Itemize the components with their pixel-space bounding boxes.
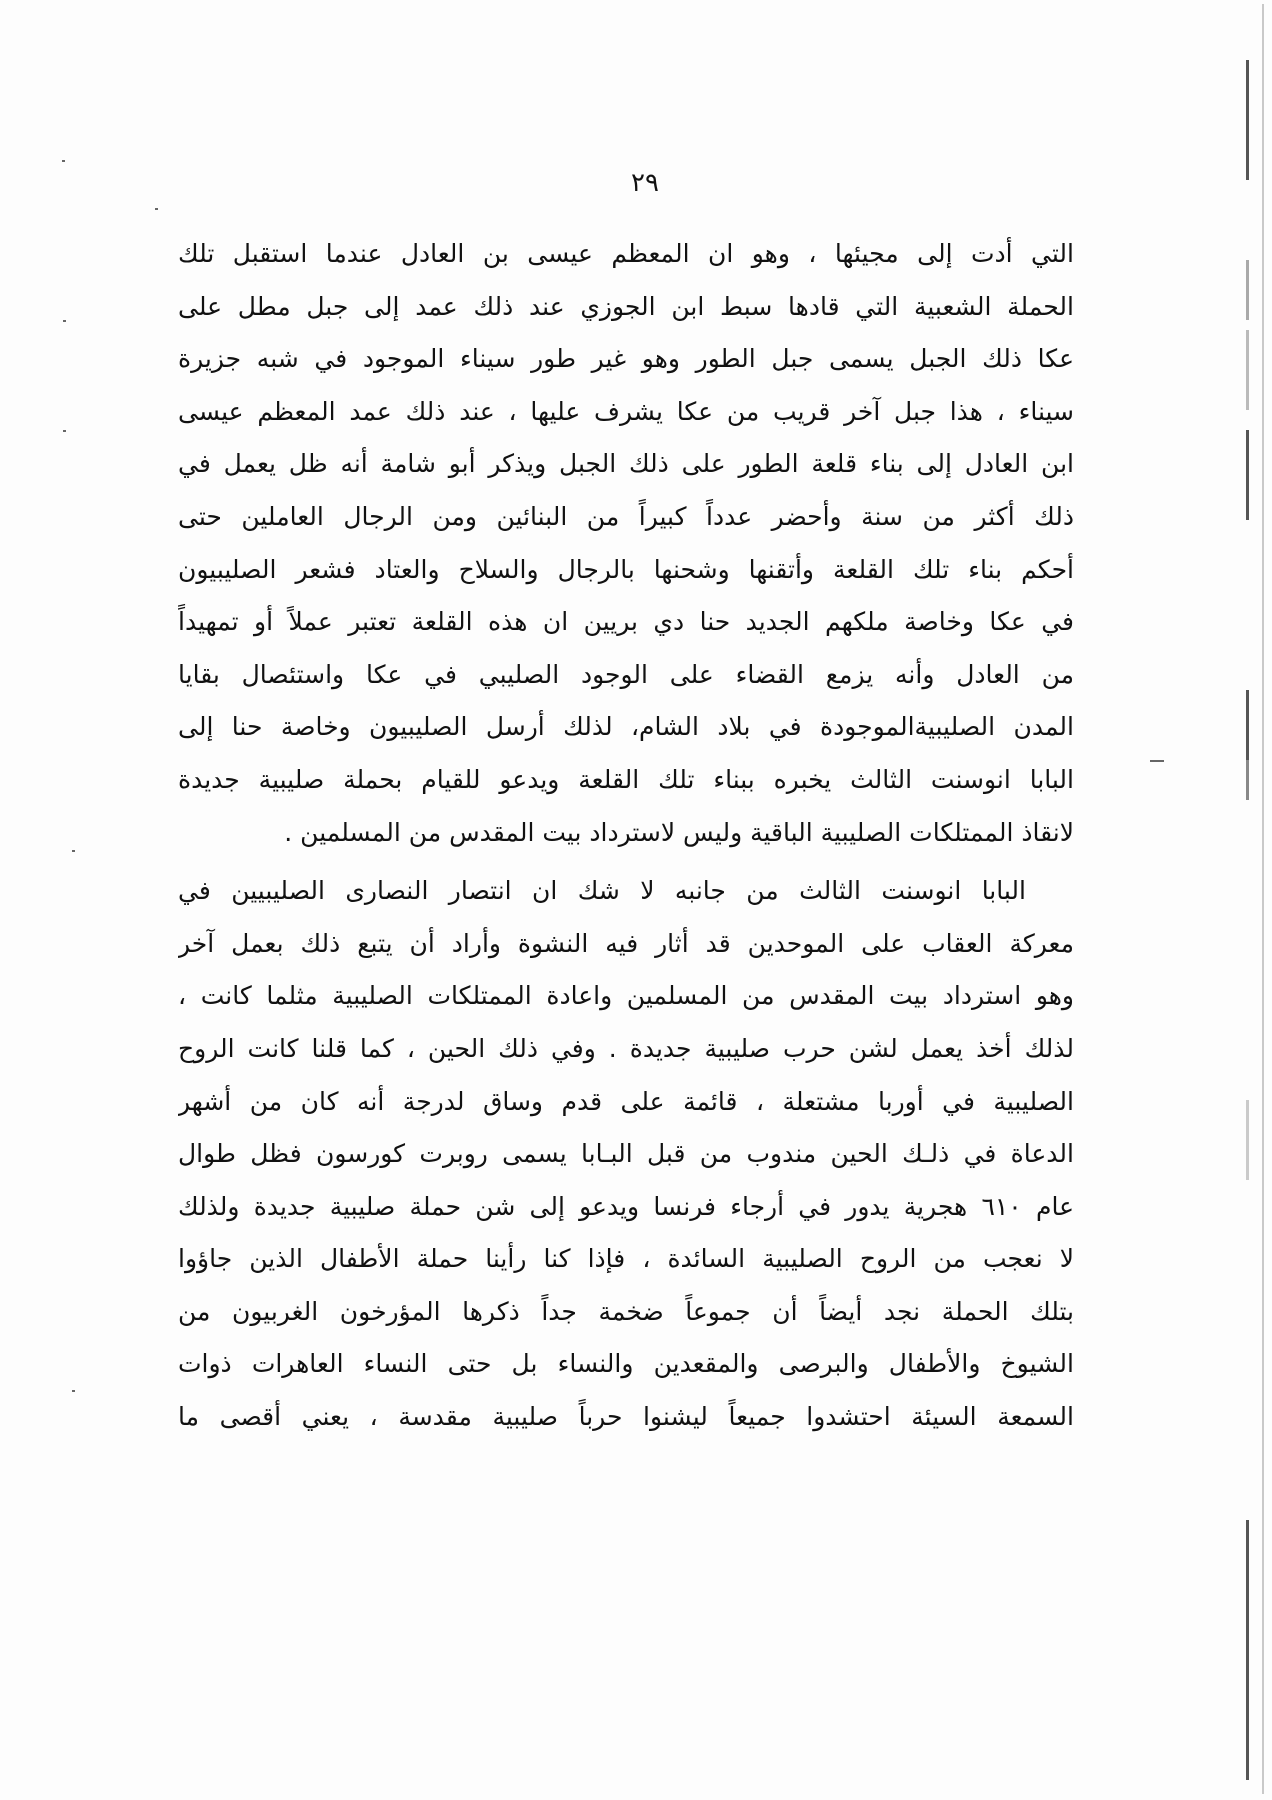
body-text <box>178 228 1074 1444</box>
scan-edge-mark <box>1246 60 1249 180</box>
scan-edge-mark <box>1246 330 1249 410</box>
text-line: الشيوخ والأطفال والبرصى والمقعدين والنساء بل حتى النساء العاهرات ذوات <box>178 1349 1074 1379</box>
scan-edge-mark <box>1246 1100 1249 1180</box>
text-line: الصليبية في أوربا مشتعلة ، قائمة على قدم وساق لدرجة أنه كان من أشهر <box>178 1086 1074 1116</box>
text-line: من العادل وأنه يزمع القضاء على الوجود الصليبي في عكا واستئصال بقايا <box>178 659 1074 689</box>
speck <box>62 160 65 162</box>
text-line: أحكم بناء تلك القلعة وأتقنها وشحنها بالرجال والسلاح والعتاد فشعر الصليبيون <box>178 554 1074 584</box>
scan-edge-mark <box>1246 1520 1249 1780</box>
speck <box>1150 760 1164 762</box>
speck <box>155 208 158 210</box>
scan-edge-mark <box>1246 430 1249 520</box>
text-line: وهو استرداد بيت المقدس من المسلمين واعادة الممتلكات الصليبية مثلما كانت ، <box>178 981 1074 1011</box>
text-line: ابن العادل إلى بناء قلعة الطور على ذلك الجبل ويذكر أبو شامة أنه ظل يعمل في <box>178 449 1074 479</box>
scan-edge-mark <box>1246 260 1249 320</box>
text-line: بتلك الحملة نجد أيضاً أن جموعاً ضخمة جداً ذكرها المؤرخون الغربيون من <box>178 1296 1074 1326</box>
page-number: ٢٩ <box>631 168 659 198</box>
text-line: عكا ذلك الجبل يسمى جبل الطور وهو غير طور سيناء الموجود في شبه جزيرة <box>178 344 1074 374</box>
speck <box>72 1390 75 1392</box>
text-line: الحملة الشعبية التي قادها سبط ابن الجوزي عند ذلك عمد إلى جبل مطل على <box>178 291 1074 321</box>
text-line: الدعاة في ذلـك الحين مندوب من قبل البـابا يسمى روبرت كورسون فظل طوال <box>178 1139 1074 1169</box>
scan-edge-line <box>1262 4 1264 1794</box>
speck <box>63 430 66 432</box>
text-line: البابا انوسنت الثالث من جانبه لا شك ان انتصار النصارى الصليبيين في <box>178 876 1026 906</box>
text-line: لانقاذ الممتلكات الصليبية الباقية وليس لاسترداد بيت المقدس من المسلمين . <box>284 817 1074 847</box>
speck <box>63 320 66 322</box>
text-line: لذلك أخذ يعمل لشن حرب صليبية جديدة . وفي ذلك الحين ، كما قلنا كانت الروح <box>178 1033 1074 1063</box>
text-line: المدن الصليبيةالموجودة في بلاد الشام، لذلك أرسل الصليبيون وخاصة حنا إلى <box>178 712 1074 742</box>
scan-edge-mark <box>1246 740 1249 800</box>
text-line: السمعة السيئة احتشدوا جميعاً ليشنوا حرباً صليبية مقدسة ، يعني أقصى ما <box>178 1402 1074 1432</box>
speck <box>72 850 75 852</box>
text-line: التي أدت إلى مجيئها ، وهو ان المعظم عيسى بن العادل عندما استقبل تلك <box>178 239 1074 268</box>
text-line: سيناء ، هذا جبل آخر قريب من عكا يشرف عليها ، عند ذلك عمد المعظم عيسى <box>178 396 1074 426</box>
text-line: في عكا وخاصة ملكهم الجديد حنا دي بريين ان هذه القلعة تعتبر عملاً أو تمهيداً <box>178 607 1074 637</box>
text-line: معركة العقاب على الموحدين قد أثار فيه النشوة وأراد أن يتبع ذلك بعمل آخر <box>178 928 1074 958</box>
text-line: ذلك أكثر من سنة وأحضر عدداً كبيراً من البنائين ومن الرجال العاملين حتى <box>178 501 1074 531</box>
text-line: لا نعجب من الروح الصليبية السائدة ، فإذا كنا رأينا حملة الأطفال الذين جاؤوا <box>178 1244 1074 1274</box>
text-line: عام ٦١٠ هجرية يدور في أرجاء فرنسا ويدعو إلى شن حملة صليبية جديدة ولذلك <box>178 1191 1074 1221</box>
text-line: البابا انوسنت الثالث يخبره ببناء تلك القلعة ويدعو للقيام بحملة صليبية جديدة <box>178 764 1074 794</box>
